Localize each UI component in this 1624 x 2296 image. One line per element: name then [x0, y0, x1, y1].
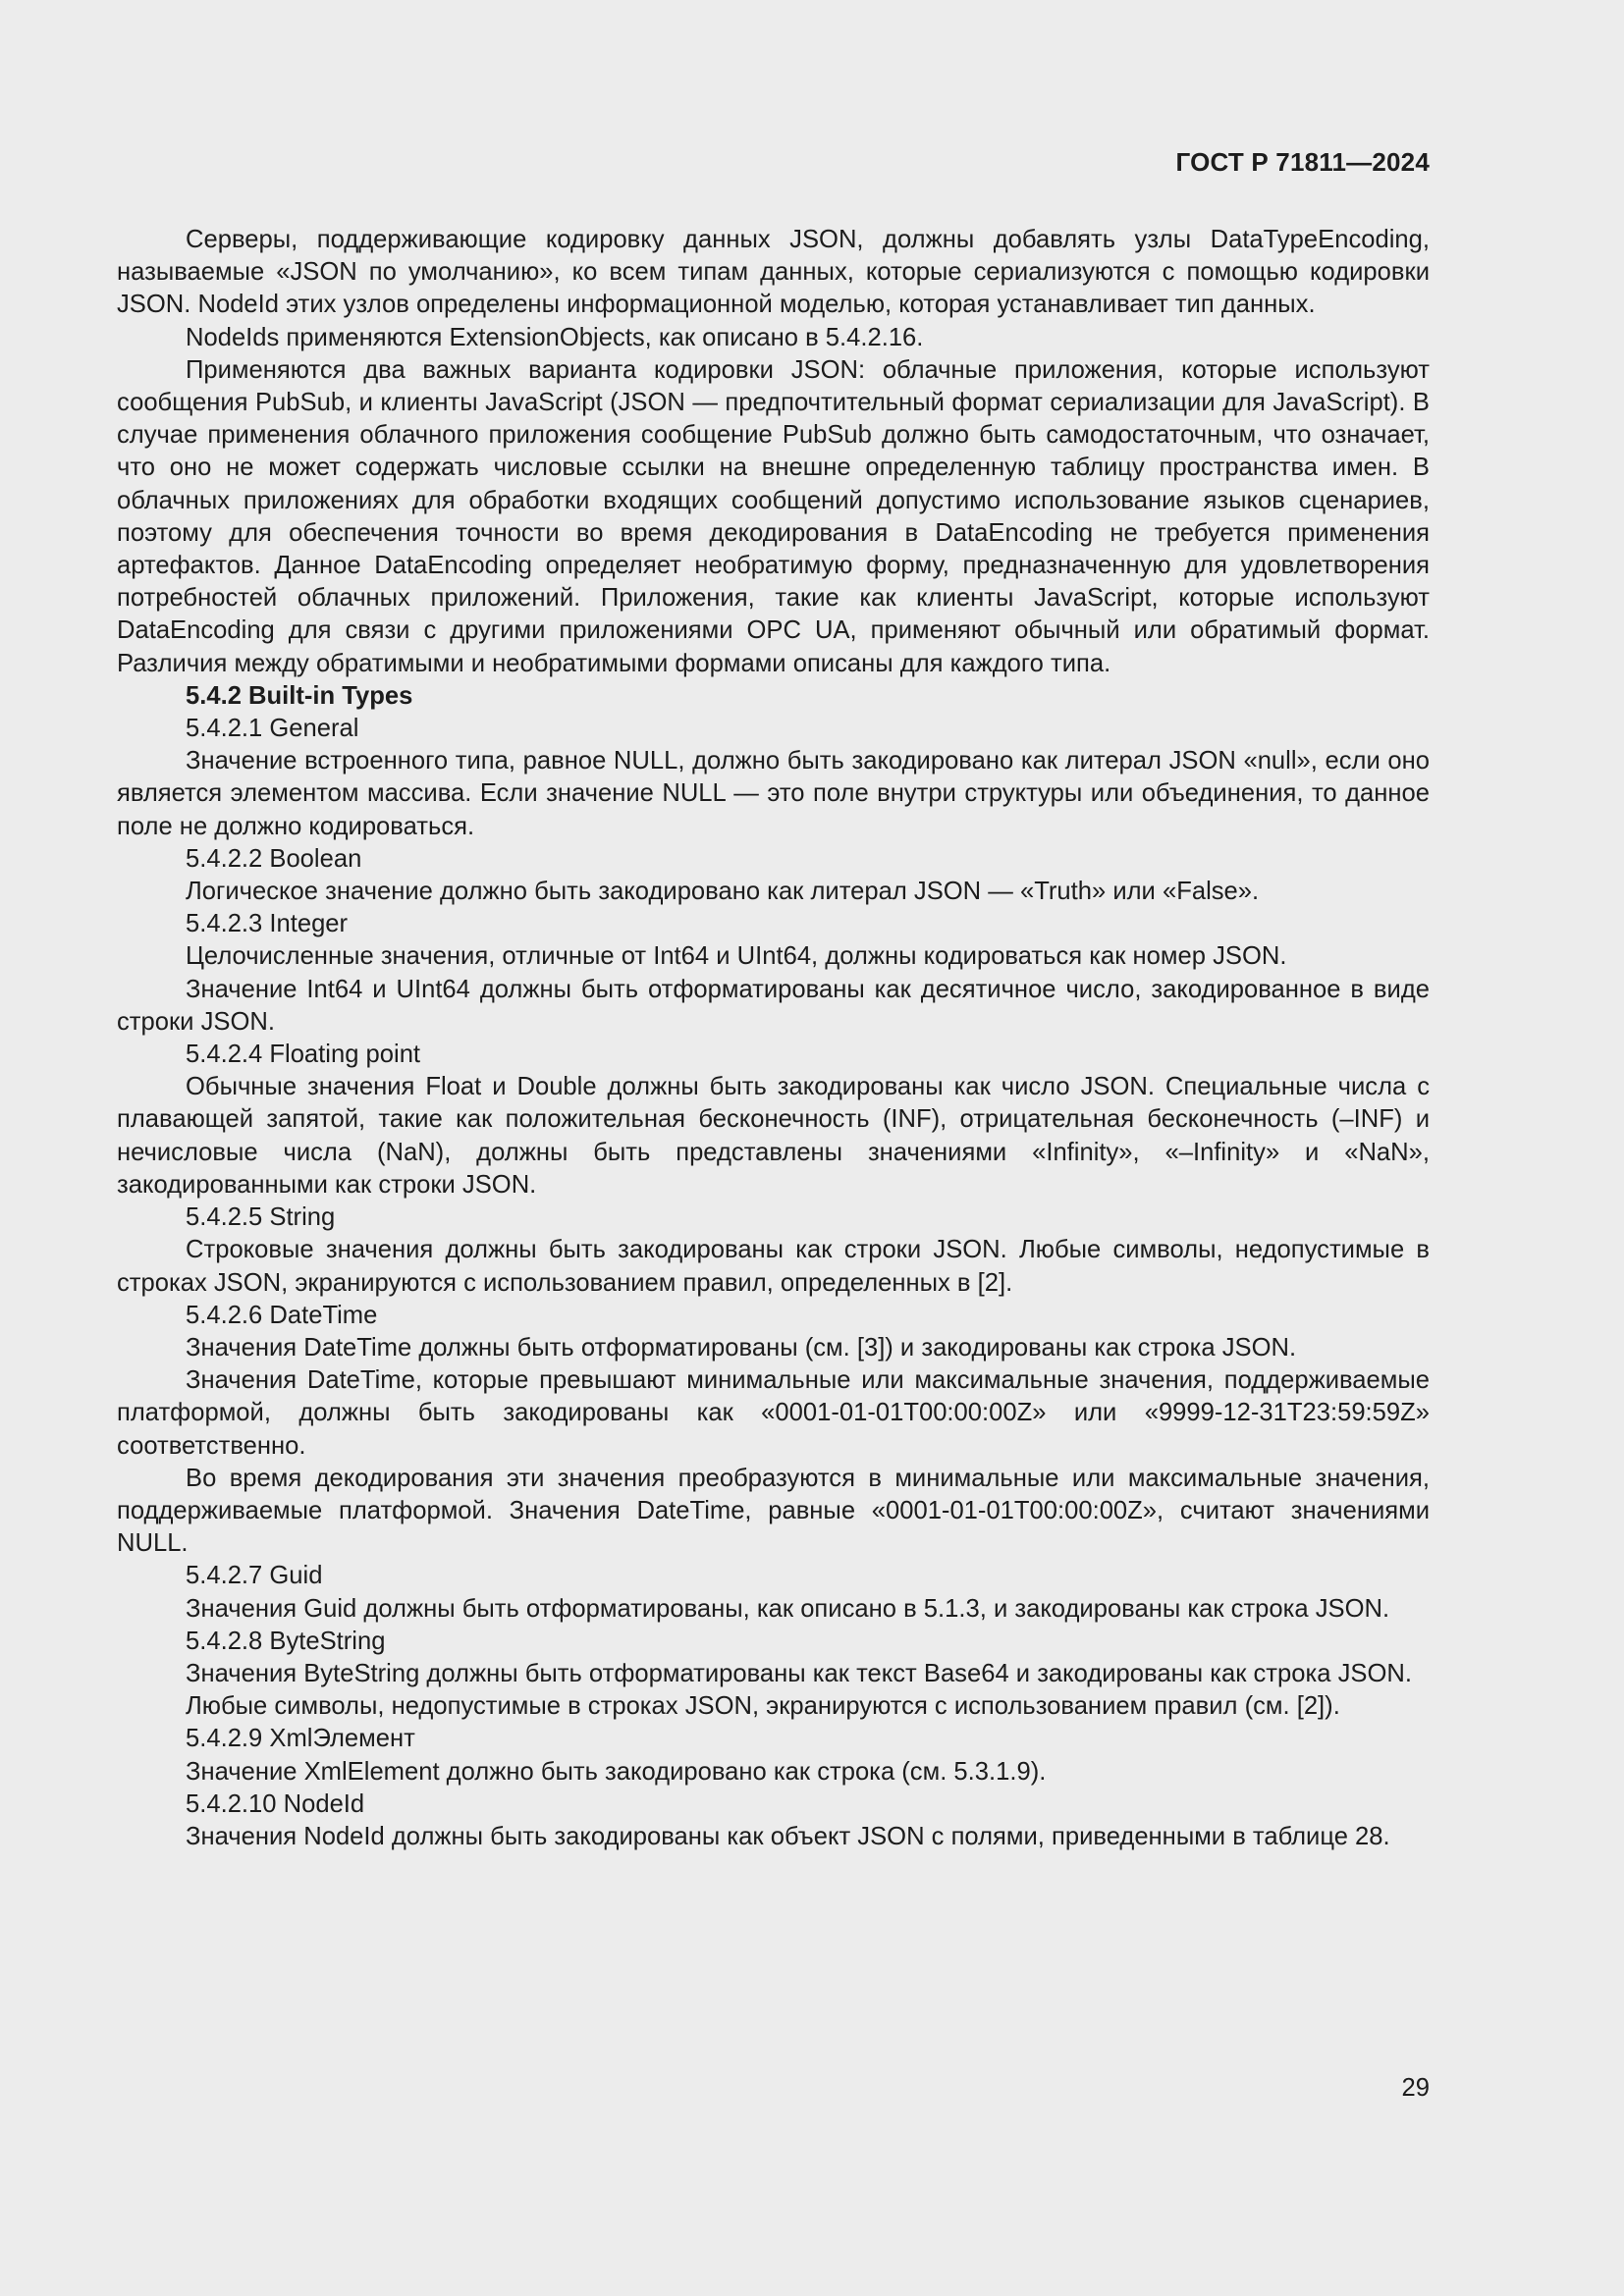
section-heading: 5.4.2.4 Floating point [186, 1041, 421, 1069]
paragraph: Целочисленные значения, отличные от Int64 и UInt64, должны кодироваться как номер JSON. [186, 942, 1287, 971]
paragraph: Значения NodeId должны быть закодированы как объект JSON с полями, приведенными в таблице 28. [186, 1822, 1390, 1850]
section-heading: 5.4.2.1 General [186, 715, 359, 743]
paragraph: Серверы, поддерживающие кодировку данных JSON, должны добавлять узлы DataTypeEncoding, называемые «JSON по умолчанию», ко всем типам данных, которые сериализуются с помощью кодировки JSON. NodeId этих узлов определены информационной моделью, которая устанавливает тип данных. [117, 226, 1430, 319]
document-body [117, 224, 1430, 1853]
section-heading: 5.4.2.8 ByteString [186, 1627, 386, 1655]
section-heading: 5.4.2.3 Integer [186, 910, 349, 938]
paragraph: Обычные значения Float и Double должны быть закодированы как число JSON. Специальные числа с плавающей запятой, такие как положительная бесконечность (INF), отрицательная бесконечность (–INF) и нечисловые числа (NaN), должны быть представлены значениями «Infinity», «–Infinity» и «NaN», закодированными как строки JSON. [117, 1073, 1430, 1199]
paragraph: Любые символы, недопустимые в строках JSON, экранируются с использованием правил (см. [2]). [186, 1692, 1340, 1721]
paragraph: Строковые значения должны быть закодированы как строки JSON. Любые символы, недопустимые в строках JSON, экранируются с использованием правил, определенных в [2]. [117, 1236, 1430, 1297]
section-heading-bold: 5.4.2 Built-in Types [186, 681, 413, 710]
paragraph: Логическое значение должно быть закодировано как литерал JSON — «Truth» или «False». [186, 878, 1260, 906]
section-heading: 5.4.2.5 String [186, 1203, 336, 1232]
section-heading: 5.4.2.10 NodeId [186, 1789, 365, 1818]
paragraph: Значения DateTime должны быть отформатированы (см. [3]) и закодированы как строка JSON. [186, 1333, 1297, 1362]
paragraph: NodeIds применяются ExtensionObjects, как описано в 5.4.2.16. [186, 323, 924, 351]
section-heading: 5.4.2.6 DateTime [186, 1301, 378, 1329]
paragraph: Значения ByteString должны быть отформатированы как текст Base64 и закодированы как строка JSON. [186, 1659, 1412, 1687]
paragraph: Значения Guid должны быть отформатированы, как описано в 5.1.3, и закодированы как строка JSON. [186, 1594, 1390, 1623]
paragraph: Значения DateTime, которые превышают минимальные или максимальные значения, поддерживаемые платформой, должны быть закодированы как «0001-01-01T00:00:00Z» или «9999-12-31T23:59:59Z» соответственно. [117, 1366, 1430, 1460]
paragraph: Во время декодирования эти значения преобразуются в минимальные или максимальные значения, поддерживаемые платформой. Значения DateTime, равные «0001-01-01T00:00:00Z», считают значениями NULL. [117, 1464, 1430, 1558]
section-heading: 5.4.2.7 Guid [186, 1562, 323, 1590]
paragraph: Значение XmlElement должно быть закодировано как строка (см. 5.3.1.9). [186, 1757, 1047, 1786]
page-number: 29 [1401, 2074, 1430, 2102]
paragraph: Применяются два важных варианта кодировки JSON: облачные приложения, которые используют сообщения PubSub, и клиенты JavaScript (JSON — предпочтительный формат сериализации для JavaScript). В случае применения облачного приложения сообщение PubSub должно быть самодостаточным, что означает, что оно не может содержать числовые ссылки на внешне определенную таблицу пространства имен. В облачных приложениях для обработки входящих сообщений допустимо использование языков сценариев, поэтому для обеспечения точности во время декодирования в DataEncoding не требуется применения артефактов. Данное DataEncoding определяет необратимую форму, предназначенную для удовлетворения потребностей облачных приложений. Приложения, такие как клиенты JavaScript, которые используют DataEncoding для связи с другими приложениями OPC UA, применяют обычный или обратимый формат. Различия между обратимыми и необратимыми формами описаны для каждого типа. [117, 355, 1430, 677]
document-header-id: ГОСТ Р 71811—2024 [1175, 147, 1430, 177]
paragraph: Значение Int64 и UInt64 должны быть отформатированы как десятичное число, закодированное в виде строки JSON. [117, 975, 1430, 1036]
section-heading: 5.4.2.2 Boolean [186, 844, 362, 873]
section-heading: 5.4.2.9 XmlЭлемент [186, 1725, 415, 1753]
paragraph: Значение встроенного типа, равное NULL, должно быть закодировано как литерал JSON «null», если оно является элементом массива. Если значение NULL — это поле внутри структуры или объединения, то данное поле не должно кодироваться. [117, 747, 1430, 840]
